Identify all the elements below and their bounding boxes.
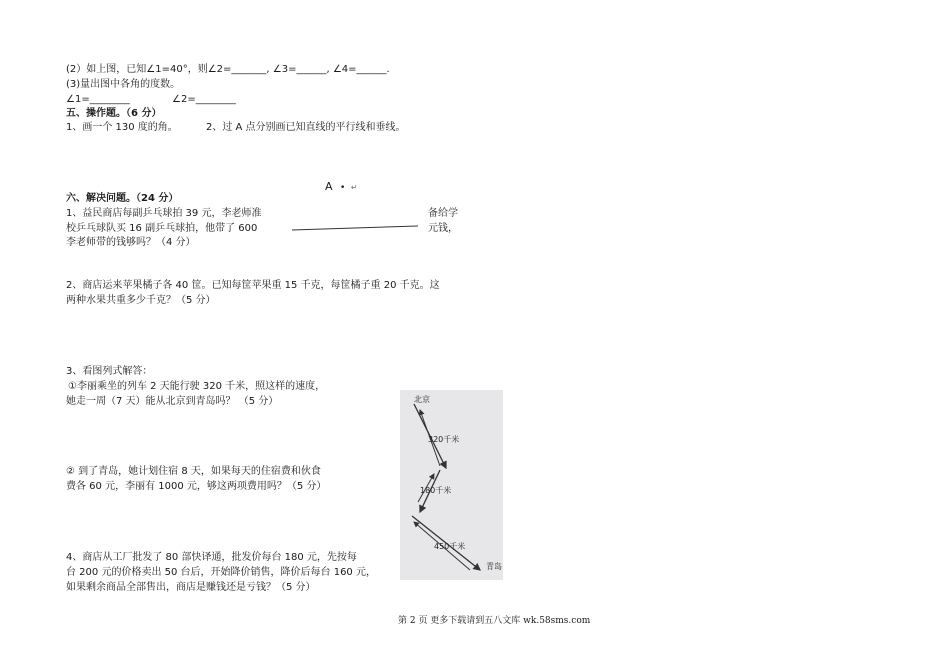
- problem-4-line-2: 台 200 元的价格卖出 50 台后，开始降价销售，降价后每台 160 元，: [66, 567, 376, 578]
- angle-question-3: (3)量出图中各角的度数。: [66, 79, 181, 90]
- problem-2-line-2: 两种水果共重多少千克？（5 分）: [66, 295, 216, 306]
- angle-question-2: (2）如上图，已知∠1=40°，则∠2=_______, ∠3=______, ∠4=______.: [66, 64, 390, 75]
- return-mark: ↵: [350, 183, 358, 192]
- problem-3a-line-2: 她走一周（7 天）能从北京到青岛吗？ （5 分）: [66, 396, 279, 407]
- route-map: [400, 390, 503, 580]
- map-label-start: 北京: [414, 395, 430, 404]
- problem-3-title: 3、看图列式解答：: [66, 366, 153, 377]
- point-a-letter: A: [325, 180, 333, 193]
- problem-3a-line-1: ①李丽乘坐的列车 2 天能行驶 320 千米，照这样的速度，: [68, 381, 326, 392]
- problem-3b-line-1: ② 到了青岛，她计划住宿 8 天，如果每天的住宿费和伙食: [66, 466, 321, 477]
- angle-1-blank: ∠1=________: [66, 94, 130, 105]
- problem-1-line-2-end: 元钱，: [428, 223, 458, 234]
- given-straight-line: [290, 222, 420, 234]
- problem-3b-line-2: 费各 60 元，李丽有 1000 元，够这两项费用吗？（5 分）: [66, 481, 327, 492]
- map-label-end: 青岛: [486, 562, 502, 571]
- operation-task-1: 1、画一个 130 度的角。: [66, 122, 178, 133]
- section-6-title: 六、解决问题。（24 分）: [66, 193, 179, 204]
- problem-4-line-1: 4、商店从工厂批发了 80 部快译通，批发价每台 180 元，先按每: [66, 552, 357, 563]
- map-label-seg3: 450千米: [434, 542, 466, 551]
- problem-1-line-3: 李老师带的钱够吗？（4 分）: [66, 237, 196, 248]
- problem-2-line-1: 2、商店运来苹果橘子各 40 筐。已知每筐苹果重 15 千克，每筐橘子重 20 千克。这: [66, 280, 440, 291]
- map-label-seg1: 320千米: [428, 435, 460, 444]
- point-a-label: [325, 180, 358, 195]
- section-5-title: 五、操作题。（6 分）: [66, 108, 162, 119]
- problem-1-line-1-end: 备给学: [428, 208, 458, 219]
- problem-1-line-2: 校乒乓球队买 16 副乒乓球拍，他带了 600: [66, 223, 258, 234]
- problem-4-line-3: 如果剩余商品全部售出，商店是赚钱还是亏钱？（5 分）: [66, 582, 316, 593]
- route-map-drawing: [400, 390, 503, 580]
- point-a-dot: •: [340, 183, 346, 193]
- problem-1-line-1: 1、益民商店每副乒乓球拍 39 元，李老师准: [66, 208, 262, 219]
- page-footer: 第 2 页 更多下载请到五八文库 wk.58sms.com: [398, 616, 591, 626]
- operation-task-2: 2、过 A 点分别画已知直线的平行线和垂线。: [206, 122, 406, 133]
- angle-2-blank: ∠2=________: [172, 94, 236, 105]
- map-label-seg2: 180千米: [420, 486, 452, 495]
